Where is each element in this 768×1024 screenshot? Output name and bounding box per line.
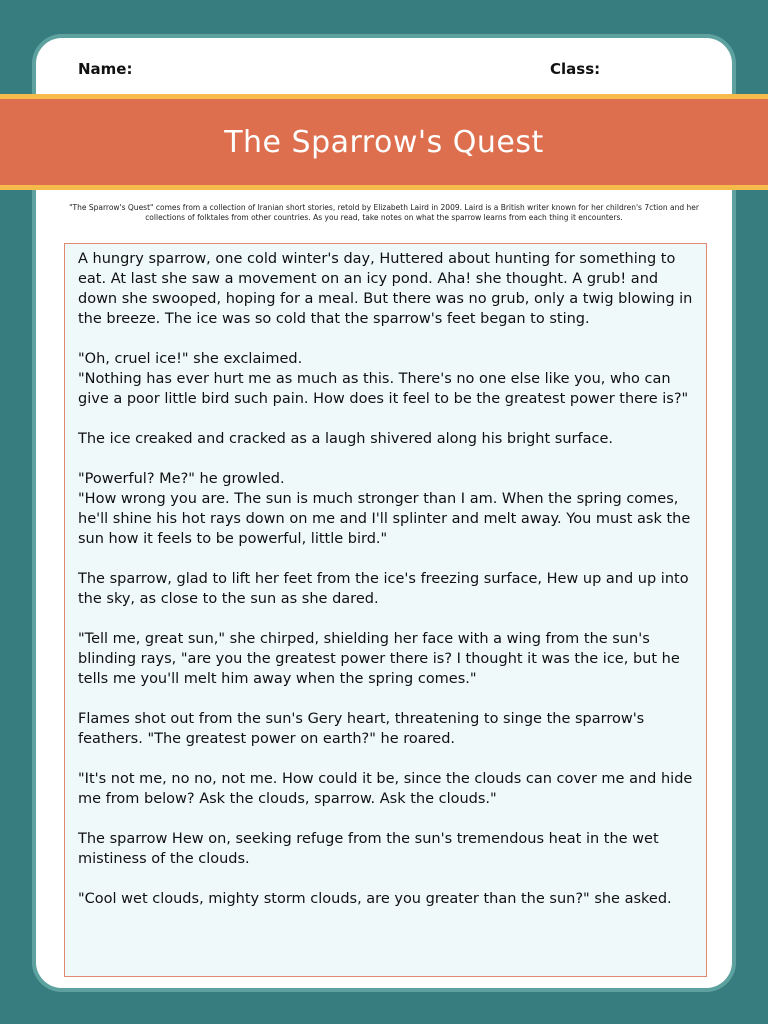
story-paragraph-5: The sparrow, glad to lift her feet from the ice's freezing surface, Hew up and up into the sky, as close to the sun as she dared.	[78, 571, 689, 607]
page-title: The Sparrow's Quest	[224, 124, 544, 160]
story-paragraph-2: "Oh, cruel ice!" she exclaimed. "Nothing has ever hurt me as much as this. There's no one else like you, who can give a poor little bird such pain. How does it feel to be the greatest power there is?"	[78, 351, 689, 407]
story-paragraph-7: Flames shot out from the sun's Gery heart, threatening to singe the sparrow's feathers. "The greatest power on earth?" he roared.	[78, 711, 645, 747]
title-banner	[0, 94, 768, 190]
story-paragraph-8: "It's not me, no no, not me. How could it be, since the clouds can cover me and hide me from below? Ask the clouds, sparrow. Ask the clouds."	[78, 771, 693, 807]
story-paragraph-10: "Cool wet clouds, mighty storm clouds, are you greater than the sun?" she asked.	[78, 891, 672, 907]
story-paragraph-4: "Powerful? Me?" he growled. "How wrong you are. The sun is much stronger than I am. When the spring comes, he'll shine his hot rays down on me and I'll splinter and melt away. You must ask the sun how it feels to be powerful, little bird."	[78, 471, 691, 547]
story-paragraph-6: "Tell me, great sun," she chirped, shielding her face with a wing from the sun's blinding rays, "are you the greatest power there is? I thought it was the ice, but he tells me you'll melt him away when the spring comes."	[78, 631, 680, 687]
story-paragraph-3: The ice creaked and cracked as a laugh shivered along his bright surface.	[78, 431, 613, 447]
intro-text: "The Sparrow's Quest" comes from a collection of Iranian short stories, retold by Elizabeth Laird in 2009. Laird is a British writer known for her children's 7ction and her collections of folktales from other countries. As you read, take notes on what the sparrow learns from each thing it encounters.	[69, 203, 699, 222]
name-label: Name:	[78, 60, 133, 78]
story-paragraph-9: The sparrow Hew on, seeking refuge from the sun's tremendous heat in the wet mistiness of the clouds.	[78, 831, 659, 867]
story-text-box	[64, 243, 707, 977]
story-paragraph-1: A hungry sparrow, one cold winter's day, Huttered about hunting for something to eat. At last she saw a movement on an icy pond. Aha! she thought. A grub! and down she swooped, hoping for a meal. But there was no grub, only a twig blowing in the breeze. The ice was so cold that the sparrow's feet began to sting.	[78, 251, 693, 327]
class-label: Class:	[550, 60, 601, 78]
